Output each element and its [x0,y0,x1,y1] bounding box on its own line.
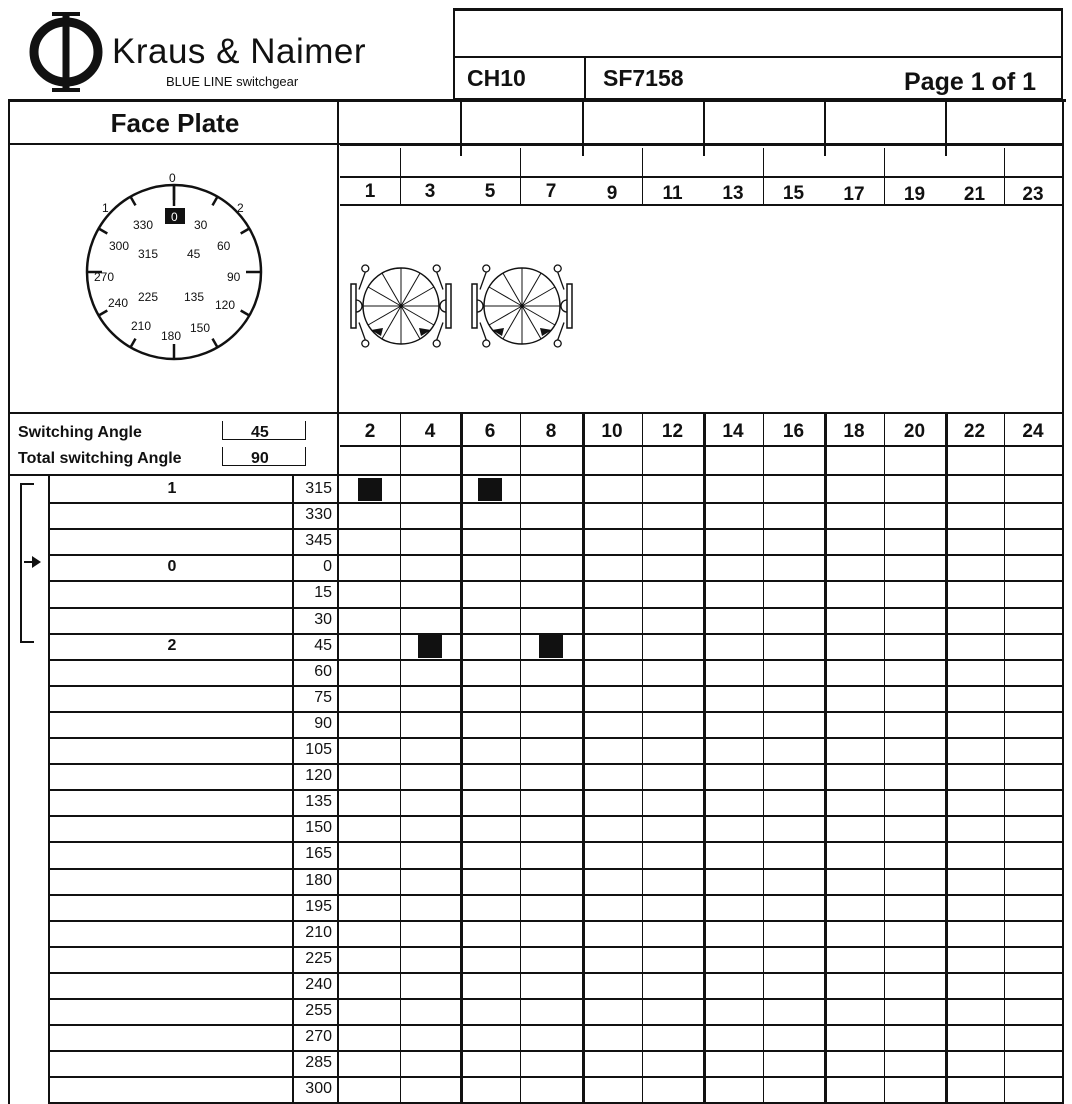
grid-line [48,528,1064,530]
terminal-number: 21 [963,184,986,205]
contact-lead [480,272,486,290]
terminal-number: 24 [1022,421,1044,442]
dial-tick [99,311,108,316]
angle-cell: 255 [305,1002,332,1019]
closed-contact-mark [418,635,442,658]
switching-angle-value [222,421,306,440]
off-position-arrow-icon [24,555,42,574]
grid-line [48,972,1064,974]
terminal-point [554,340,561,347]
terminal-number: 12 [661,421,684,442]
position-label: 1 [167,480,177,497]
terminal-point [362,340,369,347]
page-indicator: Page 1 of 1 [904,68,1036,96]
angle-cell: 120 [305,767,332,784]
brand-tagline: BLUE LINE switchgear [166,74,299,89]
terminal-number: 22 [963,421,986,442]
switching-angle-number: 45 [251,424,269,441]
grid-line [48,1076,1064,1078]
brand-name: Kraus & Naimer [112,32,367,71]
angle-cell: 225 [305,950,332,967]
grid-line [1004,148,1005,204]
grid-line [48,946,1064,948]
grid-line [48,894,1064,896]
dial-tick [213,197,218,206]
grid-line [48,1050,1064,1052]
terminal-number: 7 [545,181,557,202]
contact-bar [351,284,356,328]
dial-label: 270 [94,270,115,284]
angle-cell: 195 [305,898,332,915]
terminal-number: 15 [782,183,805,204]
grid-line [48,841,1064,843]
grid-line [48,789,1064,791]
grid-line [642,148,643,204]
terminal-number: 3 [424,181,436,202]
dial-label: 45 [187,247,201,261]
dial-label: 120 [215,298,236,312]
grid-line [460,414,463,1104]
grid-line [48,998,1064,1000]
grid-line [1004,414,1005,1104]
angle-cell: 0 [323,558,332,575]
angle-cell: 45 [314,637,332,654]
grid-line [460,100,462,156]
grid-line [642,414,643,1104]
grid-line [48,685,1064,687]
contact-diagram [344,258,584,358]
contact-lead [359,323,365,341]
grid-line [824,100,826,156]
terminal-number: 9 [606,183,618,204]
terminal-number: 13 [722,183,744,204]
grid-line [400,148,401,204]
closed-contact-mark [539,635,563,658]
terminal-number: 10 [601,421,623,442]
grid-line [520,148,521,204]
angle-cell: 210 [305,924,332,941]
terminal-number: 23 [1022,184,1044,205]
model-number: CH10 [467,65,526,91]
phi-logo-icon [28,10,108,94]
grid-line [703,100,705,156]
grid-line [48,659,1064,661]
terminal-point [483,340,490,347]
total-switching-angle-number: 90 [251,450,269,467]
terminal-number: 20 [903,421,926,442]
dial-label: 330 [133,218,154,232]
terminal-point [483,265,490,272]
terminal-point [554,265,561,272]
dial-label: 0 [171,210,178,224]
angle-cell: 180 [305,872,332,889]
grid-line [884,414,885,1104]
grid-line [884,148,885,204]
terminal-number: 4 [424,421,436,442]
contact-button [356,300,362,312]
drawing-number: SF7158 [603,65,684,91]
position-label: 0 [167,558,177,575]
angle-cell: 345 [305,532,332,549]
dial-tick [213,339,218,348]
grid-line [340,176,1062,178]
dial-label: 2 [237,201,244,215]
grid-line [582,414,585,1104]
dial-tick [241,311,250,316]
terminal-number: 19 [903,184,926,205]
dial-label: 315 [138,247,159,261]
cam-contacts-diagram [344,258,584,358]
dial-label: 30 [194,218,208,232]
grid-line [48,502,1064,504]
terminal-number: 16 [782,421,805,442]
grid-line [945,100,947,156]
grid-line [48,763,1064,765]
dial-label: 1 [102,201,109,215]
angle-cell: 270 [305,1028,332,1045]
grid-line [340,474,1062,476]
angle-cell: 60 [314,663,332,680]
dial-label: 210 [131,319,152,333]
grid-line [520,414,521,1104]
angle-cell: 315 [305,480,332,497]
brand-logo [28,10,108,94]
terminal-number: 18 [843,421,865,442]
angle-cell: 300 [305,1080,332,1097]
contact-button [561,300,567,312]
terminal-point [433,340,440,347]
angle-cell: 15 [314,584,332,601]
dial-label: 150 [190,321,211,335]
dial-label: 225 [138,290,159,304]
contact-lead [359,272,365,290]
angle-cell: 135 [305,793,332,810]
grid-line [400,414,401,1104]
angle-cell: 165 [305,845,332,862]
dial-label: 60 [217,239,231,253]
dial-tick [99,229,108,234]
contact-button [440,300,446,312]
terminal-point [433,265,440,272]
angle-cell: 75 [314,689,332,706]
angle-cell: 330 [305,506,332,523]
grid-line [340,143,1062,146]
grid-line [48,737,1064,739]
dial-label: 90 [227,270,241,284]
dial-tick [131,339,136,348]
grid-line [763,414,764,1104]
contact-button [477,300,483,312]
angle-cell: 30 [314,611,332,628]
grid-line [48,607,1064,609]
closed-contact-mark [478,478,502,501]
contact-bar [567,284,572,328]
grid-line [582,100,584,156]
total-switching-angle-value [222,447,306,466]
dial-label: 300 [109,239,130,253]
dial-label: 240 [108,296,129,310]
terminal-point [362,265,369,272]
position-label: 2 [167,637,177,654]
terminal-number: 2 [364,421,376,442]
contact-lead [437,323,443,341]
grid-line [48,554,1064,556]
dial-tick [131,197,136,206]
dial-label: 0 [169,171,176,185]
contact-lead [558,323,564,341]
contact-lead [437,272,443,290]
terminal-number: 1 [364,181,376,202]
grid-line [340,445,1062,447]
closed-contact-mark [358,478,382,501]
grid-line [763,148,764,204]
contact-lead [480,323,486,341]
angle-cell: 105 [305,741,332,758]
angle-cell: 150 [305,819,332,836]
grid-line [48,1024,1064,1026]
grid-line [48,580,1064,582]
grid-line [703,414,706,1104]
terminal-number: 11 [662,183,683,204]
face-plate-title: Face Plate [110,108,240,138]
grid-line [48,868,1064,870]
dial-tick [241,229,250,234]
terminal-number: 6 [484,421,496,442]
dial-diagram [80,166,270,366]
switching-angle-label: Switching Angle [18,424,142,441]
terminal-number: 8 [545,421,557,442]
terminal-number: 17 [843,184,865,205]
grid-line [48,920,1064,922]
terminal-number: 5 [484,181,496,202]
grid-line [48,815,1064,817]
dial-label: 135 [184,290,205,304]
angle-cell: 90 [314,715,332,732]
angle-cell: 285 [305,1054,332,1071]
grid-line [824,414,827,1104]
angle-cell: 240 [305,976,332,993]
face-plate-dial [80,166,270,366]
contact-bar [446,284,451,328]
grid-line [8,474,340,476]
dial-label: 180 [161,329,182,343]
grid-line [48,711,1064,713]
terminal-number: 14 [722,421,744,442]
contact-bar [472,284,477,328]
contact-lead [558,272,564,290]
total-switching-angle-label: Total switching Angle [18,450,182,467]
grid-line [945,414,948,1104]
